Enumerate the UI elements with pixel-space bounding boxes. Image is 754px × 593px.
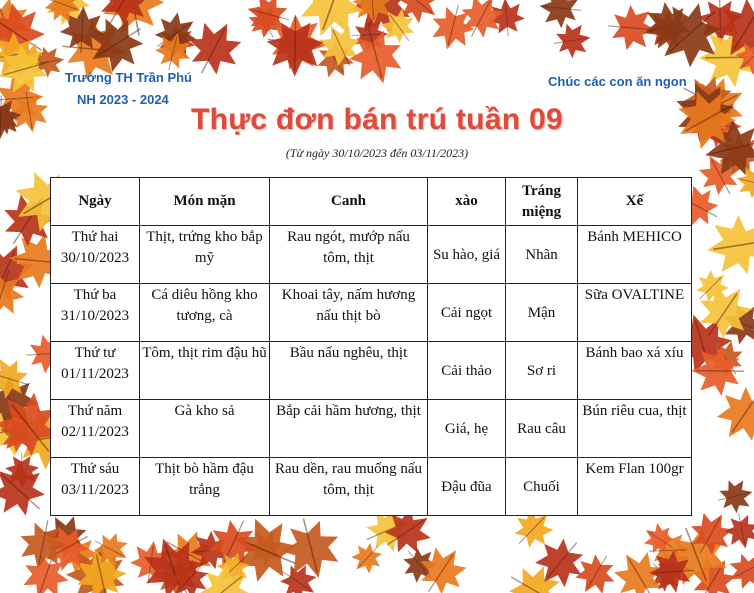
leaf-icon [537,0,583,30]
table-cell: Cải thảo [428,342,506,400]
table-cell: Nhãn [506,226,578,284]
leaf-icon [426,0,479,55]
date-range: (Từ ngày 30/10/2023 đến 03/11/2023) [285,146,469,160]
table-cell: Tôm, thịt rim đậu hũ [140,342,270,400]
column-header: Ngày [51,178,140,226]
table-cell: Thịt bò hầm đậu trắng [140,458,270,516]
page-title: Thực đơn bán trú tuần 09 [191,103,563,136]
table-cell: Su hào, giá [428,226,506,284]
table-row [51,342,692,400]
table-cell: Rau câu [506,400,578,458]
school-year: NH 2023 - 2024 [77,92,169,107]
table-cell: Thứ hai 30/10/2023 [51,226,140,284]
table-cell: Thịt, trứng kho bắp mỹ [140,226,270,284]
table-row [51,226,692,284]
table-cell: Thứ ba 31/10/2023 [51,284,140,342]
table-cell: Mận [506,284,578,342]
table-header-row [51,178,692,226]
table-cell: Bắp cải hầm hương, thịt [270,400,428,458]
column-header: Canh [270,178,428,226]
table-cell: Rau ngót, mướp nấu tôm, thịt [270,226,428,284]
table-cell: Bún riêu cua, thịt [578,400,692,458]
column-header: Xế [578,178,692,226]
table-cell: Thứ năm 02/11/2023 [51,400,140,458]
table-cell: Bầu nấu nghêu, thịt [270,342,428,400]
column-header: Món mặn [140,178,270,226]
table-cell: Khoai tây, nấm hương nấu thịt bò [270,284,428,342]
menu-table [50,177,692,516]
table-cell: Bánh MEHICO [578,226,692,284]
greeting-text: Chúc các con ăn ngon [548,74,687,89]
table-cell: Gà kho sả [140,400,270,458]
column-header: xào [428,178,506,226]
table-cell: Đậu đũa [428,458,506,516]
school-name: Trường TH Trần Phú [65,70,192,85]
leaf-icon [707,375,754,452]
table-row [51,458,692,516]
leaf-icon [714,476,754,517]
leaf-icon [702,211,754,280]
table-cell: Chuối [506,458,578,516]
table-cell: Bánh bao xá xíu [578,342,692,400]
table-cell: Rau dền, rau muống nấu tôm, thịt [270,458,428,516]
table-cell: Cải ngọt [428,284,506,342]
table-row [51,284,692,342]
table-cell: Sơ ri [506,342,578,400]
table-row [51,400,692,458]
leaf-icon [551,20,593,61]
table-cell: Cá diêu hồng kho tương, cà [140,284,270,342]
table-cell: Thứ tư 01/11/2023 [51,342,140,400]
table-cell: Thứ sáu 03/11/2023 [51,458,140,516]
table-cell: Giá, hẹ [428,400,506,458]
table-cell: Kem Flan 100gr [578,458,692,516]
table-cell: Sữa OVALTINE [578,284,692,342]
leaf-icon [722,547,754,593]
column-header: Tráng miệng [506,178,578,226]
